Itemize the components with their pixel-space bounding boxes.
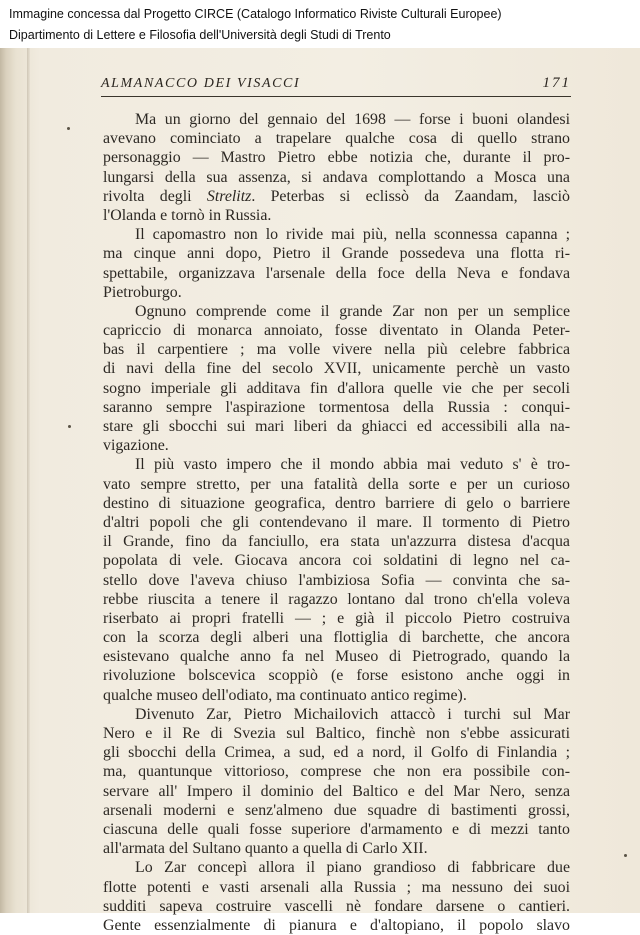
text-line: arsenali moderni e senz'almeno due squadre di bastimenti grossi, [103, 801, 570, 819]
text-line: vigazione. [103, 437, 169, 455]
text-line: ciascuna delle quali fosse superiore d'armamento e di mezzi tanto [103, 820, 570, 838]
text-line: stare gli sbocchi sui mari liberi da ghiacci ed accessibili alla na- [103, 418, 570, 435]
text-line: popolata di vele. Giocava ancora coi soldatini di legno nel ca- [103, 552, 570, 570]
running-head-title: ALMANACCO DEI VISACCI [101, 76, 301, 91]
text-line: Divenuto Zar, Pietro Michailovich attaccò i turchi sul Mar [135, 705, 570, 723]
page-number: 171 [542, 75, 571, 91]
text-line: Il più vasto impero che il mondo abbia mai veduto s' è tro- [135, 456, 570, 474]
text-line: sogno imperiale gli additava fin d'allora quelle vie che per secoli [103, 379, 570, 397]
text-line: Lo Zar concepì allora il piano grandioso di fabbricare due [135, 859, 570, 877]
paper-speck [624, 854, 627, 857]
running-head [101, 74, 571, 97]
body-text [103, 110, 570, 935]
text-line: ma cinque anni dopo, Pietro il Grande possedeva una flotta ri- [103, 245, 570, 263]
paper-speck [67, 127, 70, 130]
scanned-page [0, 48, 640, 934]
text-line: stello dove l'aveva chiuso l'ambiziosa Sofia — convinta che sa- [103, 571, 570, 589]
text-line: avevano cominciato a trapelare qualche cosa di quello strano [103, 130, 570, 148]
credit-banner [0, 0, 640, 48]
text-line: personaggio — Mastro Pietro ebbe notizia che, durante il pro- [103, 149, 570, 167]
page-gutter-shadow [27, 48, 30, 913]
text-line: destino di situazione geografica, dentro barriere di gelo o barriere [103, 494, 570, 512]
text-line: rivolta degli Strelitz. Peterbas si eclissò da Zaandam, lasciò [103, 187, 570, 205]
credit-line-department: Dipartimento di Lettere e Filosofia dell'Università degli Studi di Trento [9, 28, 391, 42]
text-line: rivoluzione bolscevica scoppiò (e forse esistono anche oggi in [103, 667, 570, 685]
text-line: Ognuno comprende come il grande Zar non per un semplice [135, 302, 570, 320]
text-line: il Grande, fino da fanciullo, era stata un'azzurra distesa d'acqua [103, 533, 570, 551]
text-line: Ma un giorno del gennaio del 1698 — forse i buoni olandesi [135, 111, 570, 128]
text-line: flotte potenti e vasti arsenali alla Russia ; ma nessuno dei suoi [103, 878, 570, 896]
text-line: qualche museo dell'odiato, ma continuato antico regime). [103, 686, 467, 704]
text-line: Nero e il Re di Svezia sul Baltico, finchè non s'ebbe assicurati [103, 725, 570, 742]
text-line: spettabile, organizzava l'arsenale della foce della Neva e fondava [103, 264, 570, 282]
text-line: all'armata del Sultano quanto a quella di Carlo XII. [103, 840, 428, 858]
text-line: esistevano qualche anno fa nel Museo di Pietrogrado, quando la [103, 648, 570, 666]
text-line: sudditi sapeva costruire vascelli nè fondare darsene o cantieri. [103, 897, 570, 915]
text-line: vato sempre stretto, per una fatalità della sorte e per un curioso [103, 475, 570, 493]
text-line: di navi della fine del secolo XVII, unicamente perchè un vasto [103, 360, 570, 378]
text-line: bas il carpentiere ; ma volle vivere nella più celebre fabbrica [103, 341, 570, 359]
text-line: rebbe riuscita a tenere il ragazzo lontano dal trono ch'ella voleva [103, 590, 570, 608]
text-line: lungarsi della sua assenza, si andava complottando a Mosca una [103, 168, 570, 186]
text-line: Gente essenzialmente di pianura e d'altopiano, il popolo slavo [103, 916, 570, 934]
text-line: servare all' Impero il dominio del Baltico e del Mar Nero, senza [103, 782, 570, 800]
text-line: l'Olanda e tornò in Russia. [103, 206, 272, 224]
text-line: d'altri popoli che gli contendevano il mare. Il tormento di Pietro [103, 513, 570, 531]
text-line: gli sbocchi della Crimea, a sud, ed a nord, il Golfo di Finlandia ; [103, 744, 570, 762]
text-line: saranno sempre l'aspirazione tormentosa della Russia : conqui- [103, 398, 570, 416]
text-line: riserbato ai propri fratelli — ; e già il piccolo Pietro costruiva [103, 609, 570, 627]
text-line: capriccio di monarca annoiato, fosse diventato in Olanda Peter- [103, 322, 570, 340]
text-line: con la scorza degli alberi una flottiglia di barchette, che ancora [103, 629, 570, 647]
credit-line-project: Immagine concessa dal Progetto CIRCE (Catalogo Informatico Riviste Culturali Europee) [9, 7, 502, 21]
paper-speck [68, 425, 71, 428]
text-line: Il capomastro non lo rivide mai più, nella sconnessa capanna ; [135, 226, 570, 244]
text-line: Pietroburgo. [103, 283, 182, 301]
text-line: ma, quantunque vittorioso, comprese che non era possibile con- [103, 763, 570, 781]
